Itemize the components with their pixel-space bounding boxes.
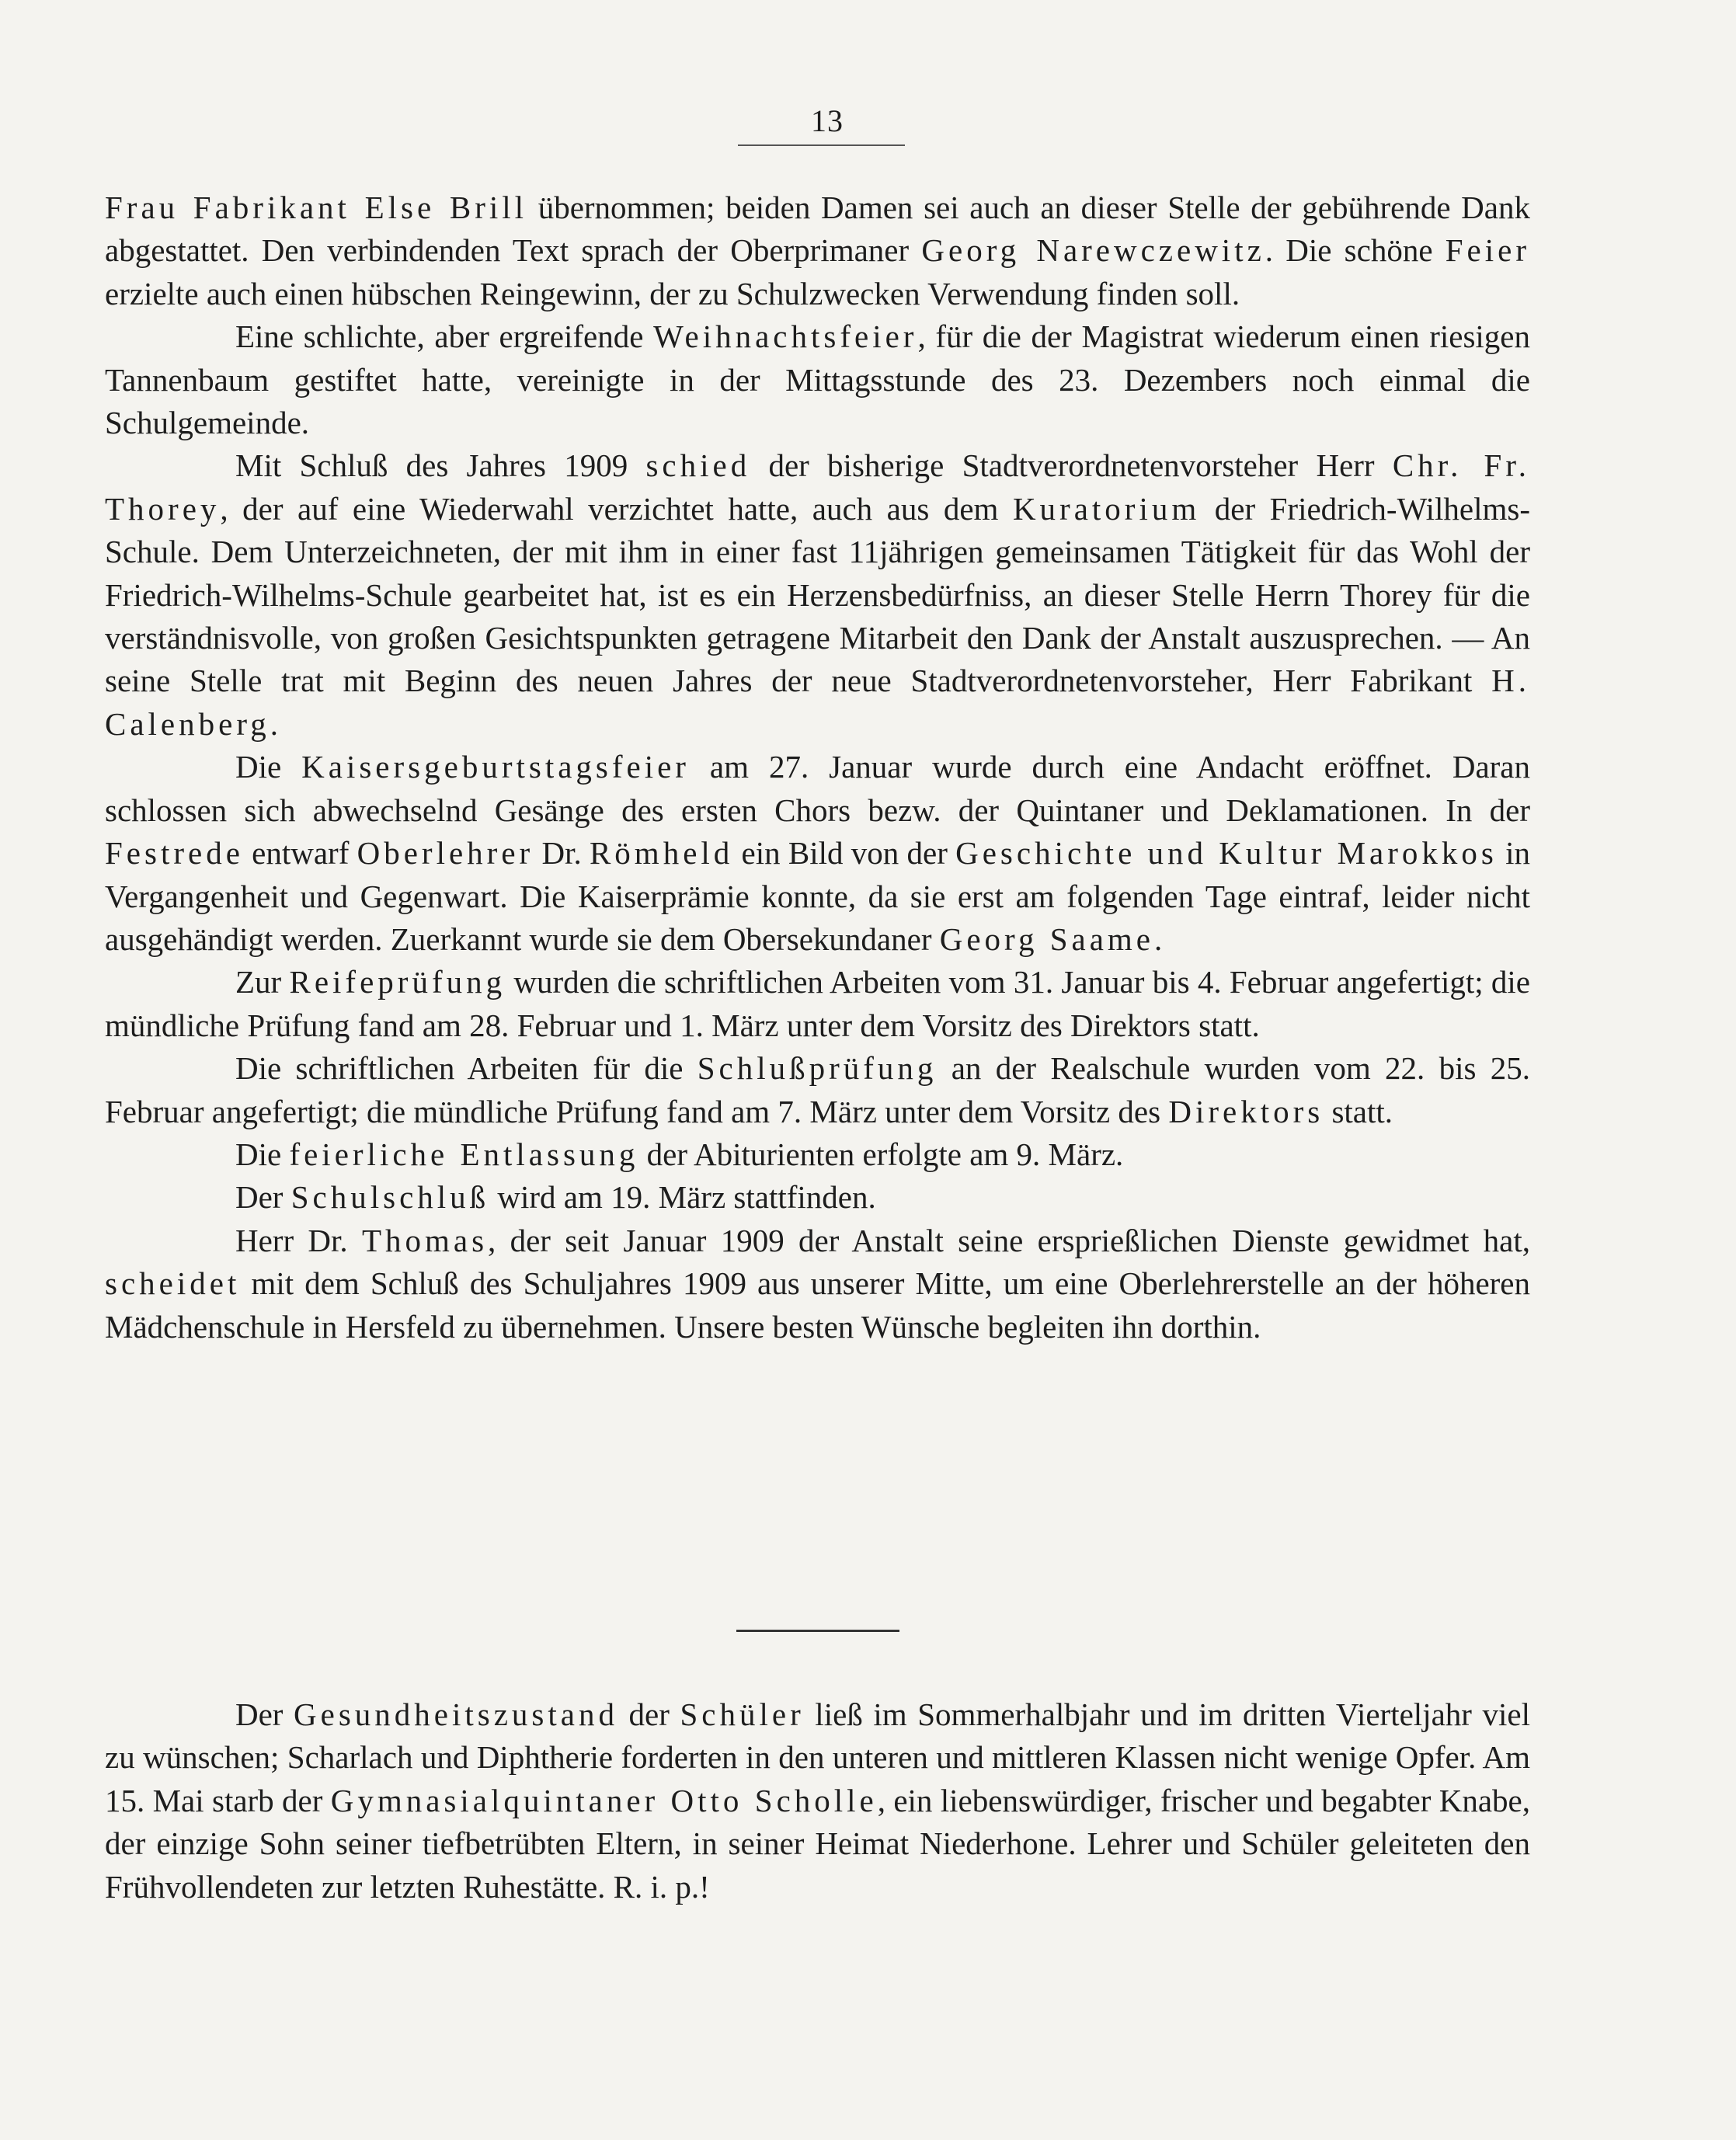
text-run: wird am 19. März stattfinden. [489,1179,876,1216]
header-rule [738,144,905,146]
text-run: der bisherige Stadtverordnetenvorsteher Herr [750,447,1393,484]
text-run: , für die der Magistrat wiederum einen riesigen Tannenbaum gestiftet hatte, vereinigte in der Mittagsstunde des 23. Dezembers noch einmal die Schulgemeinde. [105,318,1530,441]
paragraph [105,1176,1530,1219]
text-run: mit dem Schluß des Schuljahres 1909 aus unserer Mitte, um eine Oberlehrerstelle an der höheren Mädchenschule in Hersfeld zu übernehmen. Unsere besten Wünsche begleiten ihn dorthin. [105,1265,1530,1345]
spaced-emphasis-text: feierliche Entlassung [289,1136,639,1172]
text-run: Zur [235,964,290,1000]
spaced-emphasis-text: Schlußprüfung [697,1050,938,1087]
text-run: , der seit Januar 1909 der Anstalt seine ersprießlichen Dienste gewidmet hat, [488,1222,1530,1258]
spaced-emphasis-text: Thomas [361,1222,489,1258]
spaced-emphasis-text: Schulschluß [290,1179,490,1216]
paragraph [105,746,1530,961]
text-run: Dr. [534,835,590,872]
health-report-text [105,1693,1530,1909]
text-run: Der [235,1179,291,1216]
spaced-emphasis-text: Schüler [680,1696,805,1732]
spaced-emphasis-text: Direktors [1168,1093,1324,1129]
spaced-emphasis-text: Gesundheitszustand [294,1696,618,1732]
spaced-emphasis-text: Feier [1445,232,1530,269]
paragraph [105,1133,1530,1176]
text-run: ließ im Sommerhalbjahr und im dritten Vierteljahr viel zu wünschen; Scharlach und Diphtherie forderten in den unteren und mittleren Klassen nicht wenige Opfer. Am 15. Mai starb der [105,1696,1530,1818]
text-run: Mit Schluß des Jahres 1909 [235,447,646,484]
text-run: , ein liebenswürdiger, frischer und begabter Knabe, der einzige Sohn seiner tiefbetrübten Eltern, in seiner Heimat Niederhone. Lehrer und Schüler geleiteten den Frühvollendeten zur letzten Ruhestätte. R. i. p.! [105,1782,1530,1905]
text-run: Die [235,1136,290,1172]
spaced-emphasis-text: Reifeprüfung [289,964,506,1000]
text-run: der Friedrich-Wilhelms-Schule. Dem Unterzeichneten, der mit ihm in einer fast 11jährigen gemeinsamen Tätigkeit für das Wohl der Friedrich-Wilhelms-Schule gearbeitet hat, ist es ein Herzensbedürfniss, an dieser Stelle Herrn Thorey für die verständnisvolle, von großen Gesichtspunkten getragene Mitarbeit den Dank der Anstalt auszusprechen. — An seine Stelle trat mit Beginn des neuen Jahres der neue Stadtverordnetenvorsteher, Herr Fabrikant [105,490,1531,699]
paragraph [105,961,1530,1047]
text-run: erzielte auch einen hübschen Reingewinn, der zu Schulzwecken Verwendung finden soll. [105,275,1240,311]
paragraph [105,1047,1530,1133]
page-number: 13 [811,103,844,138]
school-chronicle-text [105,186,1530,1348]
text-run: , der auf eine Wiederwahl verzichtet hatte, auch aus dem [220,490,1013,527]
spaced-emphasis-text: Weihnachtsfeier [653,318,918,355]
spaced-emphasis-text: Geschichte und Kultur Marokkos [955,835,1498,872]
text-run: der [618,1696,680,1732]
text-run: ein Bild von der [733,835,956,872]
text-run: Die schriftlichen Arbeiten für die [235,1050,698,1087]
paragraph [105,1220,1530,1348]
text-run: Herr Dr. [235,1222,362,1258]
spaced-emphasis-text: Kuratorium [1012,490,1201,527]
spaced-emphasis-text: Georg Saame [939,920,1154,957]
text-run: . [270,705,278,742]
spaced-emphasis-text: Kaisersgeburtstagsfeier [301,749,690,785]
text-run: . [1154,920,1163,957]
text-run: der Abiturienten erfolgte am 9. März. [638,1136,1124,1172]
spaced-emphasis-text: Festrede [105,835,244,872]
text-run: am 27. Januar wurde durch eine Andacht eröffnet. Daran schlossen sich abwechselnd Gesänge des ersten Chors bezw. der Quintaner und Deklamationen. In der [105,749,1530,828]
text-run: . Die schöne [1265,232,1446,269]
text-run: wurden die schriftlichen Arbeiten vom 31. Januar bis 4. Februar angefertigt; die mündliche Prüfung fand am 28. Februar und 1. März unter dem Vorsitz des Direktors statt. [105,964,1531,1043]
text-run: übernommen; beiden Damen sei auch an dieser Stelle der gebührende Dank abgestattet. Den verbindenden Text sprach der Oberprimaner [105,190,1530,269]
spaced-emphasis-text: Frau Fabrikant Else Brill [105,190,528,225]
text-run: an der Realschule wurden vom 22. bis 25. Februar angefertigt; die mündliche Prüfung fand am 7. März unter dem Vorsitz des [105,1050,1530,1129]
text-run: Der [235,1696,294,1732]
text-run: Eine schlichte, aber ergreifende [235,318,654,355]
spaced-emphasis-text: H. Calenberg [105,663,1530,742]
paragraph [105,186,1530,315]
paragraph [105,444,1530,746]
spaced-emphasis-text: Georg Narewczewitz [921,232,1265,269]
text-run: Die [235,749,302,785]
spaced-emphasis-text: Römheld [589,835,734,872]
text-run: statt. [1324,1093,1393,1129]
spaced-emphasis-text: Chr. Fr. Thorey [105,447,1531,527]
section-divider [736,1630,899,1632]
spaced-emphasis-text: Oberlehrer [357,835,534,872]
spaced-emphasis-text: schied [645,447,751,484]
paragraph [105,315,1530,444]
text-run: in Vergangenheit und Gegenwart. Die Kaiserprämie konnte, da sie erst am folgenden Tage eintraf, leider nicht ausgehändigt werden. Zuerkannt wurde sie dem Obersekundaner [105,835,1530,957]
spaced-emphasis-text: Gymnasialquintaner Otto Scholle [330,1782,878,1818]
text-run: entwarf [243,835,357,872]
spaced-emphasis-text: scheidet [105,1265,241,1302]
paragraph [105,1693,1530,1909]
